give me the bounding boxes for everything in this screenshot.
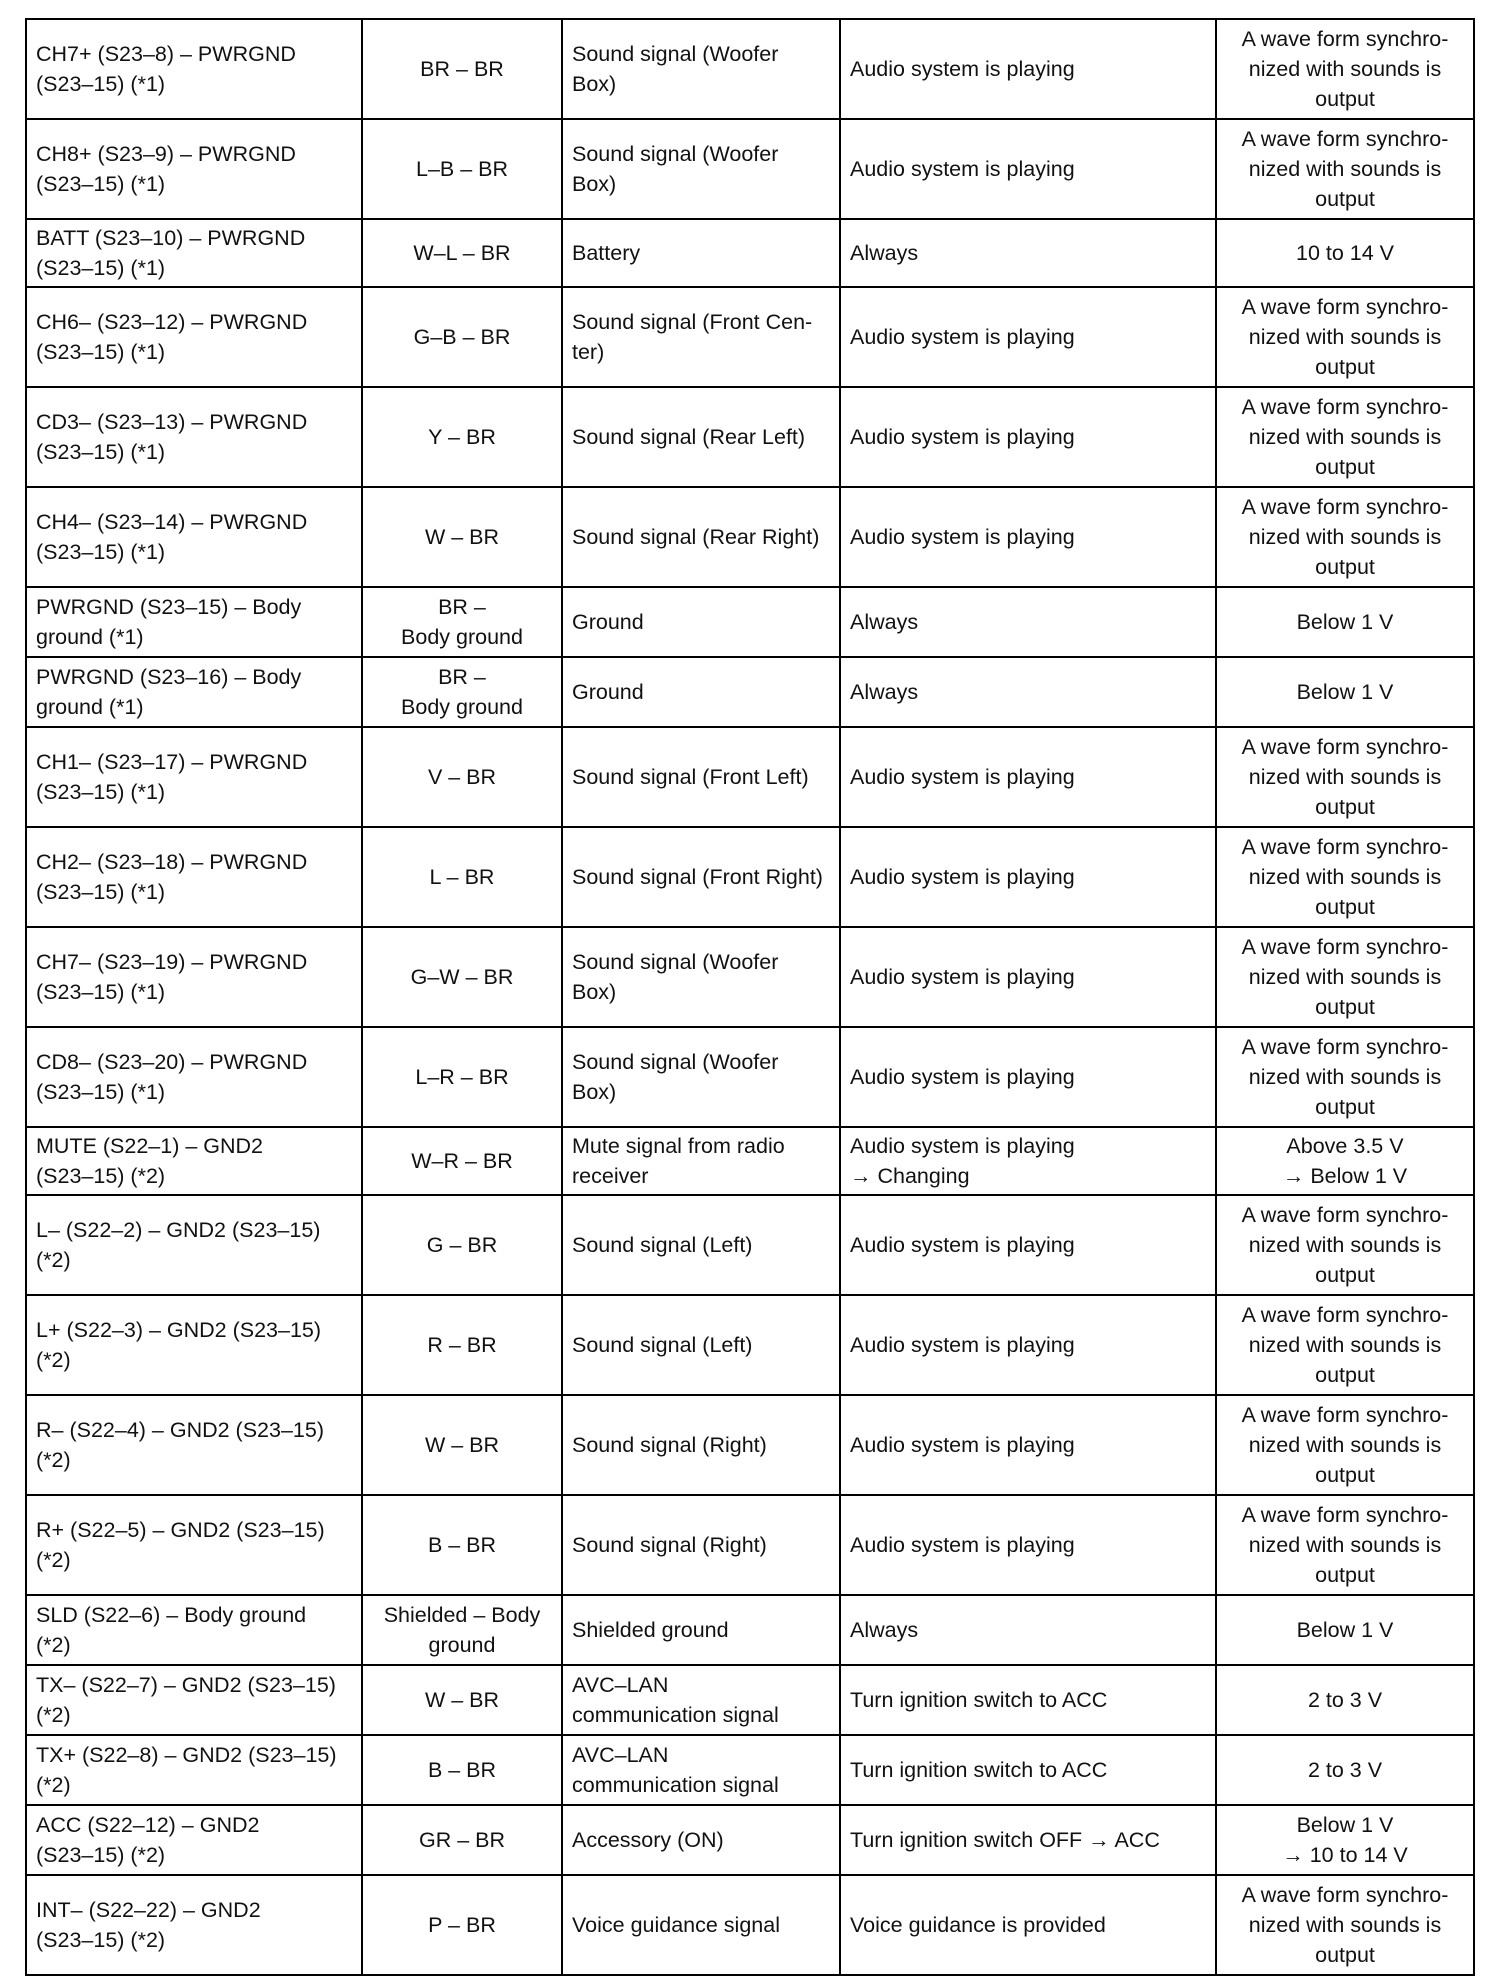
specified-condition-cell: A wave form synchro- nized with sounds is output: [1216, 827, 1474, 927]
table-row: [26, 1127, 1474, 1195]
specified-condition-cell: 10 to 14 V: [1216, 219, 1474, 287]
specified-condition-cell: A wave form synchro- nized with sounds is output: [1216, 1495, 1474, 1595]
terminal-description-cell: Mute signal from radio receiver: [562, 1127, 840, 1195]
condition-cell: Always: [840, 657, 1216, 727]
terminal-no-cell: CH8+ (S23–9) – PWRGND (S23–15) (*1): [26, 119, 362, 219]
wiring-color-cell: W – BR: [362, 1395, 562, 1495]
terminal-description-cell: Sound signal (Right): [562, 1495, 840, 1595]
condition-cell: Turn ignition switch to ACC: [840, 1735, 1216, 1805]
terminal-description-cell: Sound signal (Rear Right): [562, 487, 840, 587]
condition-cell: Audio system is playing → Changing: [840, 1127, 1216, 1195]
terminal-description-cell: Sound signal (Front Left): [562, 727, 840, 827]
specified-condition-cell: Below 1 V: [1216, 657, 1474, 727]
wiring-color-cell: W – BR: [362, 487, 562, 587]
condition-cell: Audio system is playing: [840, 1295, 1216, 1395]
condition-cell: Always: [840, 587, 1216, 657]
terminal-description-cell: Battery: [562, 219, 840, 287]
wiring-color-cell: L – BR: [362, 827, 562, 927]
wiring-color-cell: L–B – BR: [362, 119, 562, 219]
wiring-color-cell: W–L – BR: [362, 219, 562, 287]
terminal-no-cell: INT– (S22–22) – GND2 (S23–15) (*2): [26, 1875, 362, 1975]
table-row: [26, 827, 1474, 927]
condition-cell: Always: [840, 219, 1216, 287]
terminal-no-cell: CH6– (S23–12) – PWRGND (S23–15) (*1): [26, 287, 362, 387]
condition-cell: Turn ignition switch to ACC: [840, 1665, 1216, 1735]
specified-condition-cell: A wave form synchro- nized with sounds is output: [1216, 1395, 1474, 1495]
terminal-description-cell: Sound signal (Woofer Box): [562, 19, 840, 119]
terminal-description-cell: Sound signal (Right): [562, 1395, 840, 1495]
wiring-color-cell: G–B – BR: [362, 287, 562, 387]
table-row: [26, 657, 1474, 727]
table-row: [26, 1665, 1474, 1735]
terminal-no-cell: R– (S22–4) – GND2 (S23–15) (*2): [26, 1395, 362, 1495]
condition-cell: Voice guidance is provided: [840, 1875, 1216, 1975]
table-row: [26, 1395, 1474, 1495]
wiring-color-cell: B – BR: [362, 1495, 562, 1595]
wiring-color-cell: W – BR: [362, 1665, 562, 1735]
terminal-description-cell: Sound signal (Woofer Box): [562, 927, 840, 1027]
table-row: [26, 387, 1474, 487]
condition-cell: Audio system is playing: [840, 1195, 1216, 1295]
table-body: [26, 19, 1474, 1975]
wiring-color-cell: L–R – BR: [362, 1027, 562, 1127]
condition-cell: Audio system is playing: [840, 927, 1216, 1027]
wiring-color-cell: Y – BR: [362, 387, 562, 487]
terminal-description-cell: Sound signal (Left): [562, 1195, 840, 1295]
wiring-color-cell: BR – BR: [362, 19, 562, 119]
condition-cell: Turn ignition switch OFF → ACC: [840, 1805, 1216, 1875]
terminal-description-cell: Ground: [562, 587, 840, 657]
terminal-description-cell: Sound signal (Front Right): [562, 827, 840, 927]
table-row: [26, 727, 1474, 827]
condition-cell: Audio system is playing: [840, 19, 1216, 119]
condition-cell: Audio system is playing: [840, 1395, 1216, 1495]
wiring-color-cell: G – BR: [362, 1195, 562, 1295]
condition-cell: Audio system is playing: [840, 827, 1216, 927]
terminal-no-cell: CH7+ (S23–8) – PWRGND (S23–15) (*1): [26, 19, 362, 119]
table-row: [26, 1295, 1474, 1395]
table-row: [26, 119, 1474, 219]
wiring-color-cell: GR – BR: [362, 1805, 562, 1875]
condition-cell: Audio system is playing: [840, 1495, 1216, 1595]
terminal-no-cell: L+ (S22–3) – GND2 (S23–15) (*2): [26, 1295, 362, 1395]
terminal-no-cell: CH1– (S23–17) – PWRGND (S23–15) (*1): [26, 727, 362, 827]
table-row: [26, 19, 1474, 119]
terminal-no-cell: R+ (S22–5) – GND2 (S23–15) (*2): [26, 1495, 362, 1595]
wiring-color-cell: B – BR: [362, 1735, 562, 1805]
terminal-description-cell: AVC–LAN communication signal: [562, 1665, 840, 1735]
terminal-no-cell: PWRGND (S23–15) – Body ground (*1): [26, 587, 362, 657]
wiring-color-cell: BR – Body ground: [362, 657, 562, 727]
table-row: [26, 927, 1474, 1027]
terminal-no-cell: PWRGND (S23–16) – Body ground (*1): [26, 657, 362, 727]
specified-condition-cell: Below 1 V → 10 to 14 V: [1216, 1805, 1474, 1875]
table-row: [26, 219, 1474, 287]
wiring-color-cell: W–R – BR: [362, 1127, 562, 1195]
terminal-no-cell: L– (S22–2) – GND2 (S23–15) (*2): [26, 1195, 362, 1295]
table-row: [26, 1875, 1474, 1975]
terminal-no-cell: CH7– (S23–19) – PWRGND (S23–15) (*1): [26, 927, 362, 1027]
terminal-no-cell: CD8– (S23–20) – PWRGND (S23–15) (*1): [26, 1027, 362, 1127]
table-row: [26, 1027, 1474, 1127]
specified-condition-cell: 2 to 3 V: [1216, 1735, 1474, 1805]
terminal-no-cell: CH4– (S23–14) – PWRGND (S23–15) (*1): [26, 487, 362, 587]
table-row: [26, 1805, 1474, 1875]
terminal-description-cell: Sound signal (Rear Left): [562, 387, 840, 487]
specified-condition-cell: A wave form synchro- nized with sounds is output: [1216, 1027, 1474, 1127]
terminal-description-cell: Voice guidance signal: [562, 1875, 840, 1975]
table-row: [26, 487, 1474, 587]
specified-condition-cell: 2 to 3 V: [1216, 1665, 1474, 1735]
terminal-description-cell: Sound signal (Front Cen- ter): [562, 287, 840, 387]
terminal-no-cell: BATT (S23–10) – PWRGND (S23–15) (*1): [26, 219, 362, 287]
wiring-color-cell: R – BR: [362, 1295, 562, 1395]
condition-cell: Audio system is playing: [840, 119, 1216, 219]
wiring-color-cell: G–W – BR: [362, 927, 562, 1027]
specified-condition-cell: A wave form synchro- nized with sounds is output: [1216, 1195, 1474, 1295]
specified-condition-cell: A wave form synchro- nized with sounds is output: [1216, 119, 1474, 219]
specified-condition-cell: A wave form synchro- nized with sounds is output: [1216, 927, 1474, 1027]
terminal-no-cell: CD3– (S23–13) – PWRGND (S23–15) (*1): [26, 387, 362, 487]
condition-cell: Audio system is playing: [840, 487, 1216, 587]
condition-cell: Audio system is playing: [840, 727, 1216, 827]
terminal-description-cell: Shielded ground: [562, 1595, 840, 1665]
specified-condition-cell: A wave form synchro- nized with sounds is output: [1216, 487, 1474, 587]
specified-condition-cell: Above 3.5 V → Below 1 V: [1216, 1127, 1474, 1195]
terminal-inspection-table: [25, 18, 1475, 1976]
terminal-no-cell: ACC (S22–12) – GND2 (S23–15) (*2): [26, 1805, 362, 1875]
condition-cell: Audio system is playing: [840, 387, 1216, 487]
table-row: [26, 1195, 1474, 1295]
terminal-no-cell: TX– (S22–7) – GND2 (S23–15) (*2): [26, 1665, 362, 1735]
table-row: [26, 1595, 1474, 1665]
wiring-color-cell: Shielded – Body ground: [362, 1595, 562, 1665]
terminal-description-cell: Ground: [562, 657, 840, 727]
condition-cell: Audio system is playing: [840, 1027, 1216, 1127]
specified-condition-cell: Below 1 V: [1216, 1595, 1474, 1665]
terminal-description-cell: Sound signal (Woofer Box): [562, 119, 840, 219]
terminal-no-cell: SLD (S22–6) – Body ground (*2): [26, 1595, 362, 1665]
specified-condition-cell: A wave form synchro- nized with sounds is output: [1216, 387, 1474, 487]
terminal-no-cell: TX+ (S22–8) – GND2 (S23–15) (*2): [26, 1735, 362, 1805]
wiring-color-cell: P – BR: [362, 1875, 562, 1975]
wiring-color-cell: V – BR: [362, 727, 562, 827]
table-row: [26, 1735, 1474, 1805]
specified-condition-cell: Below 1 V: [1216, 587, 1474, 657]
specified-condition-cell: A wave form synchro- nized with sounds is output: [1216, 1295, 1474, 1395]
specified-condition-cell: A wave form synchro- nized with sounds is output: [1216, 19, 1474, 119]
table-row: [26, 287, 1474, 387]
specified-condition-cell: A wave form synchro- nized with sounds is output: [1216, 1875, 1474, 1975]
table-row: [26, 587, 1474, 657]
specified-condition-cell: A wave form synchro- nized with sounds is output: [1216, 287, 1474, 387]
terminal-no-cell: MUTE (S22–1) – GND2 (S23–15) (*2): [26, 1127, 362, 1195]
terminal-no-cell: CH2– (S23–18) – PWRGND (S23–15) (*1): [26, 827, 362, 927]
terminal-description-cell: Sound signal (Left): [562, 1295, 840, 1395]
terminal-description-cell: Accessory (ON): [562, 1805, 840, 1875]
condition-cell: Always: [840, 1595, 1216, 1665]
wiring-color-cell: BR – Body ground: [362, 587, 562, 657]
terminal-description-cell: Sound signal (Woofer Box): [562, 1027, 840, 1127]
specified-condition-cell: A wave form synchro- nized with sounds is output: [1216, 727, 1474, 827]
condition-cell: Audio system is playing: [840, 287, 1216, 387]
table-row: [26, 1495, 1474, 1595]
terminal-description-cell: AVC–LAN communication signal: [562, 1735, 840, 1805]
